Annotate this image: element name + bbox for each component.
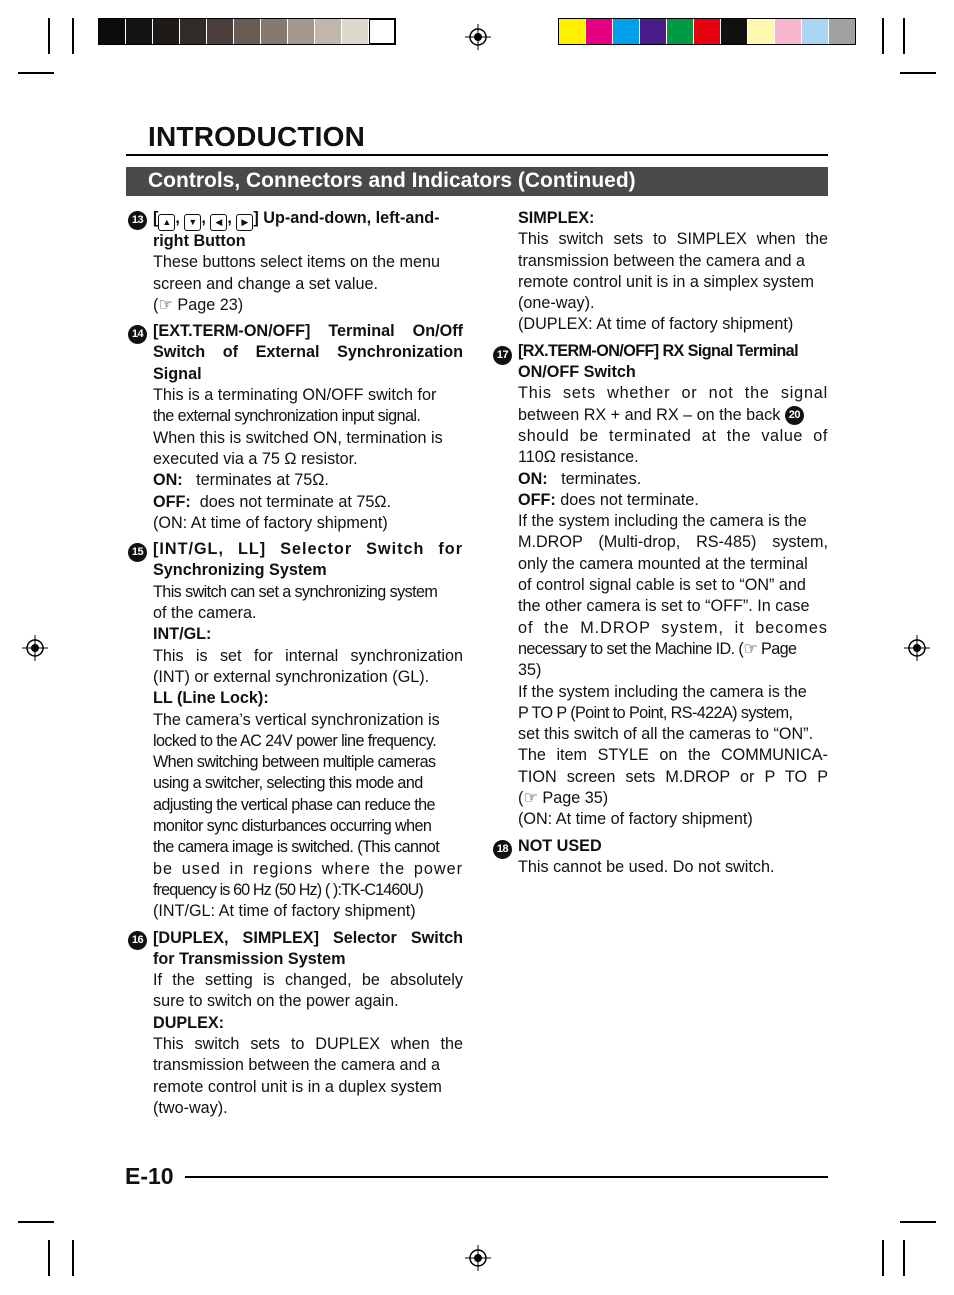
- pointing-hand-icon: ☞: [523, 789, 538, 808]
- simplex-label: SIMPLEX:: [518, 209, 595, 227]
- item14-body-line: the external synchronization input signal.: [153, 407, 421, 426]
- color-swatch: [342, 19, 368, 44]
- duplex-body: This switch sets to DUPLEX when the: [153, 1034, 463, 1053]
- ptop-ref: (☞ Page 35): [518, 789, 609, 808]
- up-arrow-icon: ▲: [158, 214, 175, 231]
- item-number-16: 16: [128, 931, 147, 950]
- item17-off-line: OFF: does not terminate.: [518, 490, 699, 509]
- right-arrow-icon: ▶: [236, 214, 253, 231]
- color-swatch: [559, 19, 585, 44]
- mdrop-body: of the M.DROP system, it becomes: [518, 618, 828, 637]
- registration-mark-icon: [22, 635, 48, 661]
- item17-factory: (ON: At time of factory shipment): [518, 810, 753, 829]
- crop-mark: [18, 72, 54, 74]
- item15-factory: (INT/GL: At time of factory shipment): [153, 902, 416, 921]
- ptop-body: The item STYLE on the COMMUNICA-: [518, 746, 828, 765]
- color-swatch: [234, 19, 260, 44]
- item13-heading: [ ▲ , ▼ , ◀ , ▶ ] Up-and-down, left-and-: [153, 208, 463, 231]
- simplex-body: remote control unit is in a simplex system: [518, 272, 814, 291]
- registration-mark-icon: [465, 1245, 491, 1271]
- item15-body-line: This switch can set a synchronizing system: [153, 582, 438, 601]
- int-gl-label: INT/GL:: [153, 625, 212, 644]
- item13-body-line: These buttons select items on the menu: [153, 253, 441, 272]
- simplex-factory: (DUPLEX: At time of factory shipment): [518, 315, 794, 334]
- item-number-18: 18: [493, 840, 512, 859]
- color-swatch: [667, 19, 693, 44]
- crop-mark: [18, 1221, 54, 1223]
- ll-body: monitor sync disturbances occurring when: [153, 817, 432, 836]
- left-column: [131, 208, 463, 1119]
- item14-off-line: OFF: does not terminate at 75Ω.: [153, 492, 391, 511]
- simplex-body: This switch sets to SIMPLEX when the: [518, 230, 828, 249]
- item17-body-line: between RX + and RX – on the back 20: [518, 405, 828, 426]
- color-swatch: [640, 19, 666, 44]
- item17-body-line: 110Ω resistance.: [518, 448, 639, 467]
- item13-body-line: screen and change a set value.: [153, 274, 378, 293]
- mdrop-ref-page: 35): [518, 661, 542, 680]
- item17-body-line: This sets whether or not the signal: [518, 384, 828, 403]
- mdrop-body: the other camera is set to “OFF”. In case: [518, 597, 810, 616]
- color-swatch: [748, 19, 774, 44]
- item18-heading: NOT USED: [518, 836, 602, 855]
- duplex-label: DUPLEX:: [153, 1013, 225, 1032]
- ptop-body: If the system including the camera is the: [518, 682, 807, 701]
- item16-heading: for Transmission System: [153, 949, 346, 968]
- ll-body: adjusting the vertical phase can reduce the: [153, 795, 435, 814]
- crop-mark: [903, 1240, 905, 1276]
- item-ref-number-20: 20: [785, 406, 804, 425]
- crop-mark: [882, 1240, 884, 1276]
- crop-mark: [72, 18, 74, 54]
- pointing-hand-icon: ☞: [743, 639, 758, 658]
- color-swatch: [829, 19, 855, 44]
- ll-body: When switching between multiple cameras: [153, 753, 436, 772]
- item15-heading: [INT/GL, LL] Selector Switch for: [153, 540, 463, 559]
- duplex-body: remote control unit is in a duplex system: [153, 1077, 442, 1096]
- ll-body: the camera image is switched. (This cannot: [153, 838, 440, 857]
- ptop-body: TION screen sets M.DROP or P TO P: [518, 767, 828, 786]
- page-number: E-10: [125, 1163, 174, 1189]
- crop-mark: [48, 18, 50, 54]
- color-swatch: [207, 19, 233, 44]
- color-swatch: [369, 19, 395, 44]
- item-number-14: 14: [128, 325, 147, 344]
- pointing-hand-icon: ☞: [158, 295, 173, 314]
- down-arrow-icon: ▼: [184, 214, 201, 231]
- ll-body: frequency is 60 Hz (50 Hz) ( ):TK-C1460U): [153, 880, 423, 899]
- ptop-body: set this switch of all the cameras to “ON”.: [518, 725, 814, 744]
- left-arrow-icon: ◀: [210, 214, 227, 231]
- color-swatch: [775, 19, 801, 44]
- item17-heading: [RX.TERM-ON/OFF] RX Signal Terminal: [518, 341, 798, 360]
- item13-ref: (☞ Page 23): [153, 295, 244, 314]
- mdrop-body: If the system including the camera is the: [518, 512, 807, 531]
- color-swatch: [613, 19, 639, 44]
- crop-mark: [900, 72, 936, 74]
- item13-heading-line2: right Button: [153, 232, 246, 250]
- title-rule: [126, 154, 828, 156]
- item16-heading: [DUPLEX, SIMPLEX] Selector Switch: [153, 928, 463, 947]
- simplex-body: (one-way).: [518, 294, 595, 313]
- color-swatch: [694, 19, 720, 44]
- color-swatch: [315, 19, 341, 44]
- mdrop-body: M.DROP (Multi-drop, RS-485) system,: [518, 533, 828, 552]
- color-swatch: [180, 19, 206, 44]
- ptop-body: P TO P (Point to Point, RS-422A) system,: [518, 703, 793, 722]
- item17-on-line: ON: terminates.: [518, 469, 642, 488]
- item14-on-line: ON: terminates at 75Ω.: [153, 471, 329, 490]
- ll-body: be used in regions where the power: [153, 859, 463, 878]
- color-swatch: [261, 19, 287, 44]
- item17-heading: ON/OFF Switch: [518, 363, 636, 382]
- int-gl-body: (INT) or external synchronization (GL).: [153, 667, 430, 686]
- duplex-body: (two-way).: [153, 1098, 228, 1117]
- item14-body-line: When this is switched ON, termination is: [153, 428, 443, 447]
- color-swatch: [721, 19, 747, 44]
- mdrop-body: only the camera mounted at the terminal: [518, 554, 808, 573]
- mdrop-body: of control signal cable is set to “ON” and: [518, 576, 806, 595]
- item-number-13: 13: [128, 211, 147, 230]
- registration-mark-icon: [465, 24, 491, 50]
- color-swatch: [288, 19, 314, 44]
- color-swatch: [802, 19, 828, 44]
- item16-body-line: sure to switch on the power again.: [153, 992, 399, 1011]
- item14-heading: [EXT.TERM-ON/OFF] Terminal On/Off: [153, 322, 463, 341]
- ll-body: locked to the AC 24V power line frequency.: [153, 731, 437, 750]
- color-swatch: [126, 19, 152, 44]
- ll-body: using a switcher, selecting this mode and: [153, 774, 423, 793]
- crop-mark: [72, 1240, 74, 1276]
- item17-body-line: should be terminated at the value of: [518, 426, 828, 445]
- item-number-17: 17: [493, 346, 512, 365]
- item14-factory: (ON: At time of factory shipment): [153, 513, 388, 532]
- section-banner: [126, 167, 828, 196]
- item15-body-line: of the camera.: [153, 604, 257, 623]
- item-number-15: 15: [128, 543, 147, 562]
- item16-body-line: If the setting is changed, be absolutely: [153, 971, 463, 990]
- ll-body: The camera’s vertical synchronization is: [153, 710, 440, 729]
- item15-heading: Synchronizing System: [153, 561, 327, 580]
- ll-label: LL (Line Lock):: [153, 689, 269, 708]
- crop-mark: [900, 1221, 936, 1223]
- right-column: [496, 208, 828, 878]
- color-swatch: [153, 19, 179, 44]
- item18-body: This cannot be used. Do not switch.: [518, 857, 775, 876]
- registration-mark-icon: [904, 635, 930, 661]
- item14-heading: Signal: [153, 364, 202, 383]
- footer-rule: [185, 1176, 828, 1178]
- item14-body-line: executed via a 75 Ω resistor.: [153, 449, 358, 468]
- duplex-body: transmission between the camera and a: [153, 1056, 441, 1075]
- page-title: INTRODUCTION: [148, 121, 366, 152]
- int-gl-body: This is set for internal synchronization: [153, 646, 463, 665]
- crop-mark: [48, 1240, 50, 1276]
- color-swatch: [586, 19, 612, 44]
- crop-mark: [882, 18, 884, 54]
- crop-mark: [903, 18, 905, 54]
- section-title: Controls, Connectors and Indicators (Continued): [148, 169, 636, 192]
- color-swatch: [99, 19, 125, 44]
- simplex-body: transmission between the camera and a: [518, 251, 806, 270]
- item14-body-line: This is a terminating ON/OFF switch for: [153, 386, 437, 405]
- item14-heading: Switch of External Synchronization: [153, 343, 463, 362]
- mdrop-ref: necessary to set the Machine ID. (☞ Page: [518, 639, 797, 658]
